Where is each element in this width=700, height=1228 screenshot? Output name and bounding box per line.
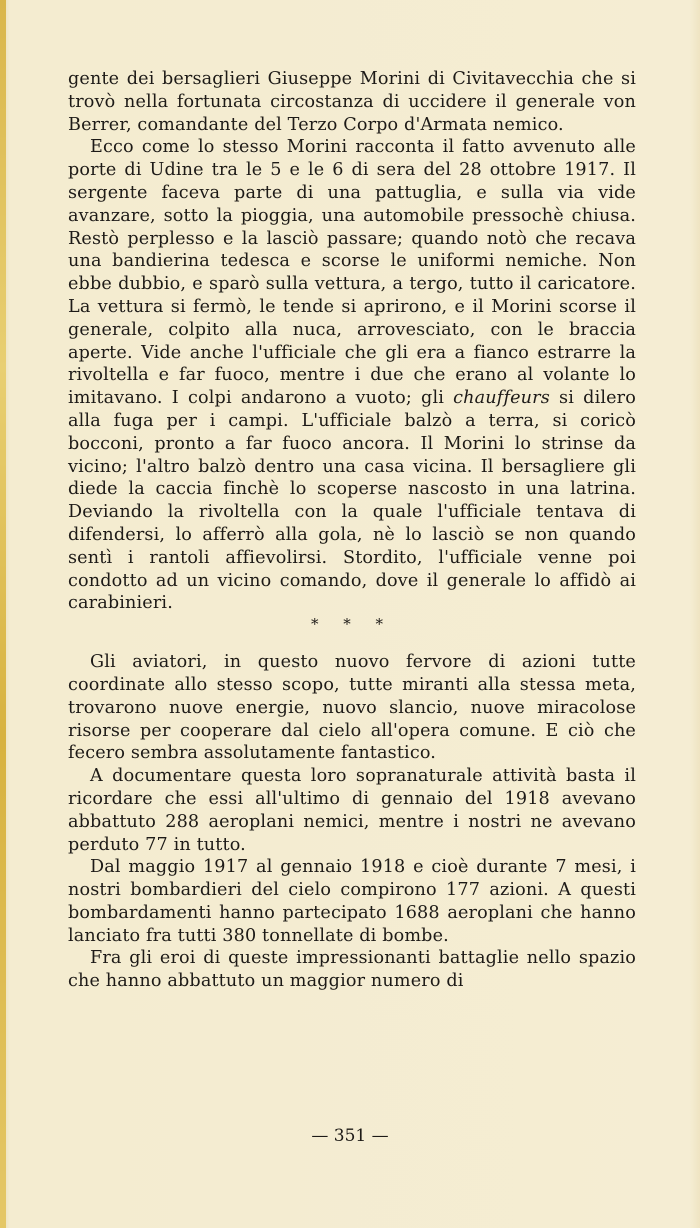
page-number: — 351 —	[311, 1126, 389, 1146]
paragraph	[68, 136, 636, 615]
paragraph: A documentare questa loro sopranaturale attività basta il ricordare che essi all'ultimo di gennaio del 1918 avevano abbattuto 288 aeroplani nemici, mentre i nostri ne avevano perduto 77 in tutto.	[68, 766, 636, 855]
paragraph: Gli aviatori, in questo nuovo fervore di azioni tutte coordinate allo stesso scopo, tutte miranti alla stessa meta, trovarono nuove energie, nuovo slancio, nuove miracolose risorse per cooperare dal cielo all'opera comune. E ciò che fecero sembra assolutamente fantastico.	[68, 652, 636, 764]
page-edge	[0, 0, 6, 1228]
body-text	[68, 68, 636, 993]
paragraph: gente dei bersaglieri Giuseppe Morini di Civitavecchia che si trovò nella fortunata circostanza di uccidere il generale von Berrer, comandante del Terzo Corpo d'Armata nemico.	[68, 69, 636, 135]
section-separator: * * *	[310, 615, 394, 634]
paragraph: Fra gli eroi di queste impressionanti battaglie nello spazio che hanno abbattuto un maggior numero di	[68, 948, 636, 992]
paragraph-text: si dilero alla fuga per i campi. L'ufficiale balzò a terra, si coricò bocconi, pronto a far fuoco ancora. Il Morini lo strinse da vicino; l'altro balzò dentro una casa vicina. Il bersagliere gli diede la caccia finchè lo scoperse nascosto in una latrina. Deviando la rivoltella con la quale l'ufficiale tentava di difendersi, lo afferrò alla gola, nè lo lasciò se non quando sentì i rantoli affievolirsi. Stordito, l'ufficiale venne poi condotto ad un vicino comando, dove il generale lo affidò ai carabinieri.	[68, 388, 636, 614]
paragraph: Dal maggio 1917 al gennaio 1918 e cioè durante 7 mesi, i nostri bombardieri del cielo compirono 177 azioni. A questi bombardamenti hanno partecipato 1688 aeroplani che hanno lanciato fra tutti 380 tonnellate di bombe.	[68, 857, 636, 946]
paragraph-text: Ecco come lo stesso Morini racconta il fatto avvenuto alle porte di Udine tra le 5 e le 6 di sera del 28 ottobre 1917. Il sergente faceva parte di una pattuglia, e sulla via vide avanzare, sotto la pioggia, una automobile pressochè chiusa. Restò perplesso e la lasciò passare; quando notò che recava una bandierina tedesca e scorse le uniformi nemiche. Non ebbe dubbio, e sparò sulla vettura, a tergo, tutto il caricatore. La vettura si fermò, le tende si aprirono, e il Morini scorse il generale, colpito alla nuca, arrovesciato, con le braccia aperte. Vide anche l'ufficiale che gli era a fianco estrarre la rivoltella e far fuoco, mentre i due che erano al volante lo imitavano. I colpi andarono a vuoto; gli	[68, 137, 636, 409]
italic-word: chauffeurs	[453, 388, 550, 409]
